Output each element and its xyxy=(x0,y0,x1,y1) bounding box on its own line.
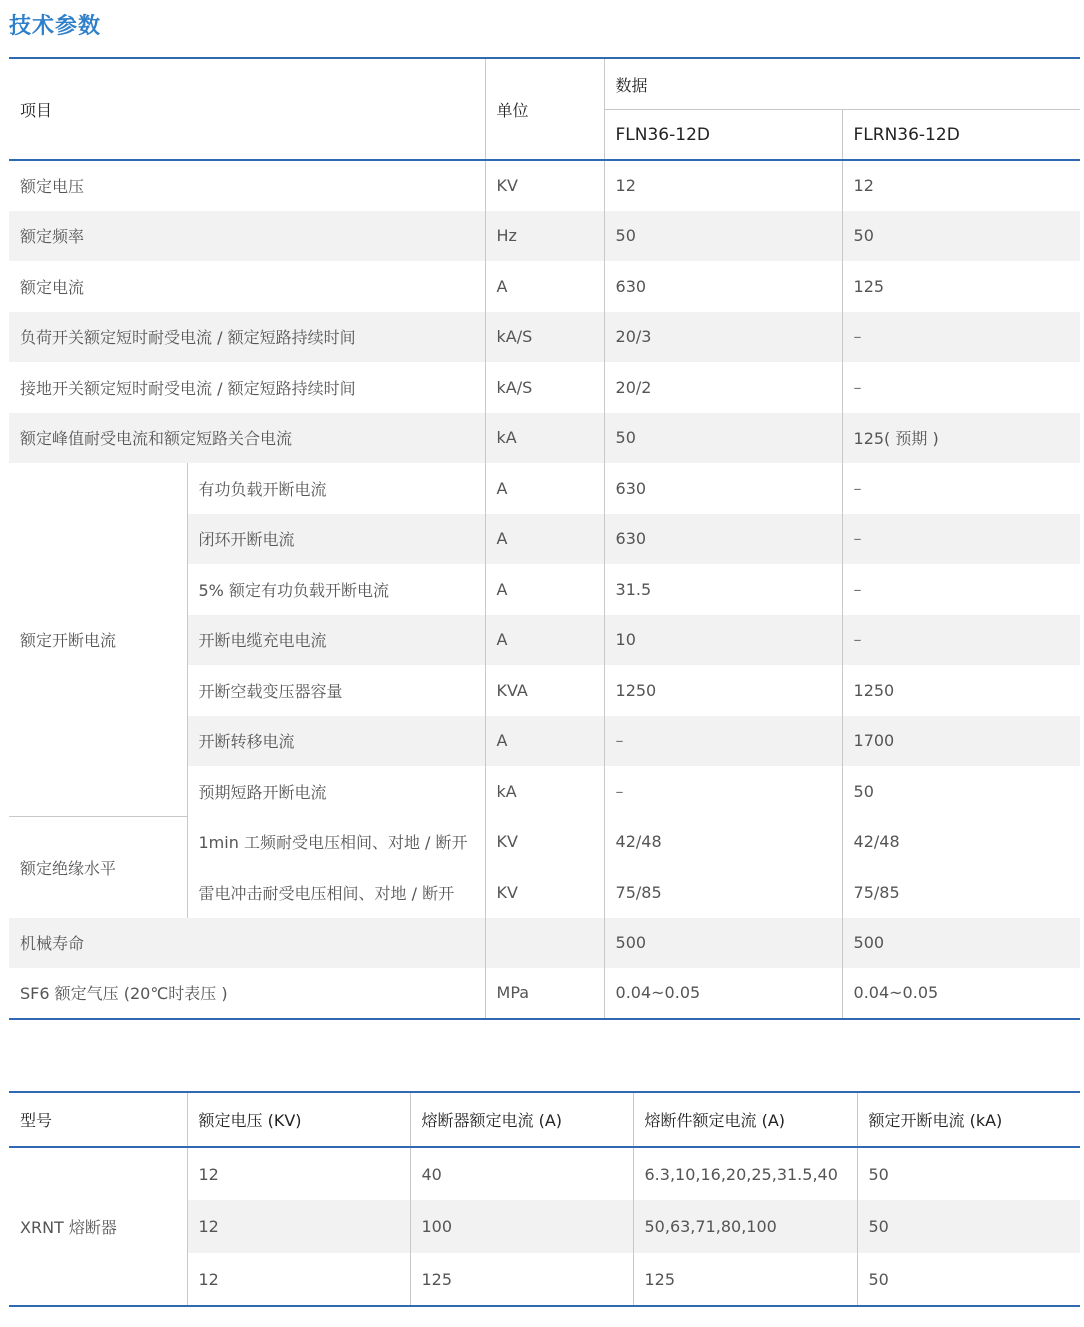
unit-cell: kA/S xyxy=(485,362,604,413)
table-row xyxy=(9,918,1080,969)
spec-table xyxy=(9,57,1080,1020)
value-cell: – xyxy=(842,463,1080,514)
value-cell: 50 xyxy=(604,211,842,262)
unit-cell: kA xyxy=(485,766,604,817)
item-label: 负荷开关额定短时耐受电流 / 额定短路持续时间 xyxy=(9,312,485,363)
header-model-1: FLN36-12D xyxy=(604,110,842,161)
value-cell: 1250 xyxy=(604,665,842,716)
value-cell: 630 xyxy=(604,261,842,312)
value-cell: – xyxy=(842,362,1080,413)
fuse-current-cell: 125 xyxy=(410,1253,633,1306)
sub-item-label: 有功负载开断电流 xyxy=(187,463,485,514)
unit-cell: A xyxy=(485,463,604,514)
fuse-voltage-cell: 12 xyxy=(187,1253,410,1306)
value-cell: 1250 xyxy=(842,665,1080,716)
unit-cell: KV xyxy=(485,817,604,868)
value-cell: – xyxy=(842,564,1080,615)
value-cell: 50 xyxy=(604,413,842,464)
unit-cell: A xyxy=(485,564,604,615)
value-cell: 12 xyxy=(604,160,842,211)
fuse-header-voltage: 额定电压 (KV) xyxy=(187,1092,410,1147)
table-row xyxy=(9,968,1080,1019)
value-cell: 500 xyxy=(604,918,842,969)
sub-item-label: 开断转移电流 xyxy=(187,716,485,767)
sub-item-label: 预期短路开断电流 xyxy=(187,766,485,817)
value-cell: – xyxy=(842,514,1080,565)
table-row xyxy=(9,261,1080,312)
value-cell: 630 xyxy=(604,514,842,565)
fuse-voltage-cell: 12 xyxy=(187,1200,410,1253)
value-cell: – xyxy=(604,716,842,767)
sub-item-label: 1min 工频耐受电压相间、对地 / 断开 xyxy=(187,817,485,868)
value-cell: – xyxy=(604,766,842,817)
value-cell: 125 xyxy=(842,261,1080,312)
unit-cell: A xyxy=(485,514,604,565)
unit-cell: Hz xyxy=(485,211,604,262)
value-cell: – xyxy=(842,312,1080,363)
value-cell: 10 xyxy=(604,615,842,666)
sub-item-label: 5% 额定有功负载开断电流 xyxy=(187,564,485,615)
sub-item-label: 雷电冲击耐受电压相间、对地 / 断开 xyxy=(187,867,485,918)
table-row xyxy=(9,817,1080,868)
unit-cell: A xyxy=(485,615,604,666)
item-label: 接地开关额定短时耐受电流 / 额定短路持续时间 xyxy=(20,378,356,398)
fuse-header-fuse-current: 熔断器额定电流 (A) xyxy=(410,1092,633,1147)
header-item: 项目 xyxy=(20,100,53,120)
unit-cell: A xyxy=(485,261,604,312)
value-cell: 630 xyxy=(604,463,842,514)
table-row xyxy=(9,413,1080,464)
value-cell: 125( 预期 ) xyxy=(842,413,1080,464)
sub-item-label: 开断空载变压器容量 xyxy=(187,665,485,716)
unit-cell: kA/S xyxy=(485,312,604,363)
item-label: 额定电压 xyxy=(20,177,85,197)
value-cell: 75/85 xyxy=(842,867,1080,918)
group-label-breaking: 额定开断电流 xyxy=(20,631,117,650)
fuse-model-cell: XRNT 熔断器 xyxy=(20,1218,117,1237)
value-cell: 75/85 xyxy=(604,867,842,918)
value-cell: 20/2 xyxy=(604,362,842,413)
element-current-cell: 125 xyxy=(633,1253,857,1306)
table-row xyxy=(9,463,1080,514)
value-cell: 0.04~0.05 xyxy=(842,968,1080,1019)
table-row xyxy=(9,211,1080,262)
table-row xyxy=(9,312,1080,363)
value-cell: 31.5 xyxy=(604,564,842,615)
table-row xyxy=(9,362,1080,413)
fuse-header-element-current: 熔断件额定电流 (A) xyxy=(633,1092,857,1147)
fuse-table xyxy=(9,1091,1080,1307)
value-cell: 500 xyxy=(842,918,1080,969)
sub-item-label: 开断电缆充电电流 xyxy=(187,615,485,666)
table-row xyxy=(9,160,1080,211)
item-label: SF6 额定气压 (20℃时表压 ) xyxy=(20,984,228,1004)
unit-cell: A xyxy=(485,716,604,767)
element-current-cell: 50,63,71,80,100 xyxy=(633,1200,857,1253)
breaking-current-cell: 50 xyxy=(857,1200,1080,1253)
element-current-cell: 6.3,10,16,20,25,31.5,40 xyxy=(633,1147,857,1200)
unit-cell xyxy=(485,918,604,969)
value-cell: 42/48 xyxy=(842,817,1080,868)
unit-cell: MPa xyxy=(485,968,604,1019)
item-label: 额定频率 xyxy=(9,211,485,262)
unit-cell: KVA xyxy=(485,665,604,716)
value-cell: 0.04~0.05 xyxy=(604,968,842,1019)
value-cell: 1700 xyxy=(842,716,1080,767)
fuse-header-model: 型号 xyxy=(20,1111,53,1130)
fuse-voltage-cell: 12 xyxy=(187,1147,410,1200)
value-cell: 50 xyxy=(842,766,1080,817)
unit-cell: KV xyxy=(485,867,604,918)
unit-cell: kA xyxy=(485,413,604,464)
breaking-current-cell: 50 xyxy=(857,1253,1080,1306)
item-label: 机械寿命 xyxy=(9,918,485,969)
unit-cell: KV xyxy=(485,160,604,211)
header-model-2: FLRN36-12D xyxy=(842,110,1080,161)
value-cell: 50 xyxy=(842,211,1080,262)
header-unit: 单位 xyxy=(485,58,604,160)
value-cell: 12 xyxy=(842,160,1080,211)
header-data: 数据 xyxy=(604,58,1080,110)
item-label: 额定电流 xyxy=(20,277,85,297)
sub-item-label: 闭环开断电流 xyxy=(187,514,485,565)
breaking-current-cell: 50 xyxy=(857,1147,1080,1200)
item-label: 额定峰值耐受电流和额定短路关合电流 xyxy=(9,413,485,464)
fuse-current-cell: 100 xyxy=(410,1200,633,1253)
fuse-header-breaking: 额定开断电流 (kA) xyxy=(857,1092,1080,1147)
value-cell: 42/48 xyxy=(604,817,842,868)
fuse-current-cell: 40 xyxy=(410,1147,633,1200)
table-row xyxy=(9,1147,1080,1200)
value-cell: 20/3 xyxy=(604,312,842,363)
value-cell: – xyxy=(842,615,1080,666)
group-label-insulation: 额定绝缘水平 xyxy=(9,817,187,918)
page-title: 技术参数 xyxy=(9,14,102,39)
